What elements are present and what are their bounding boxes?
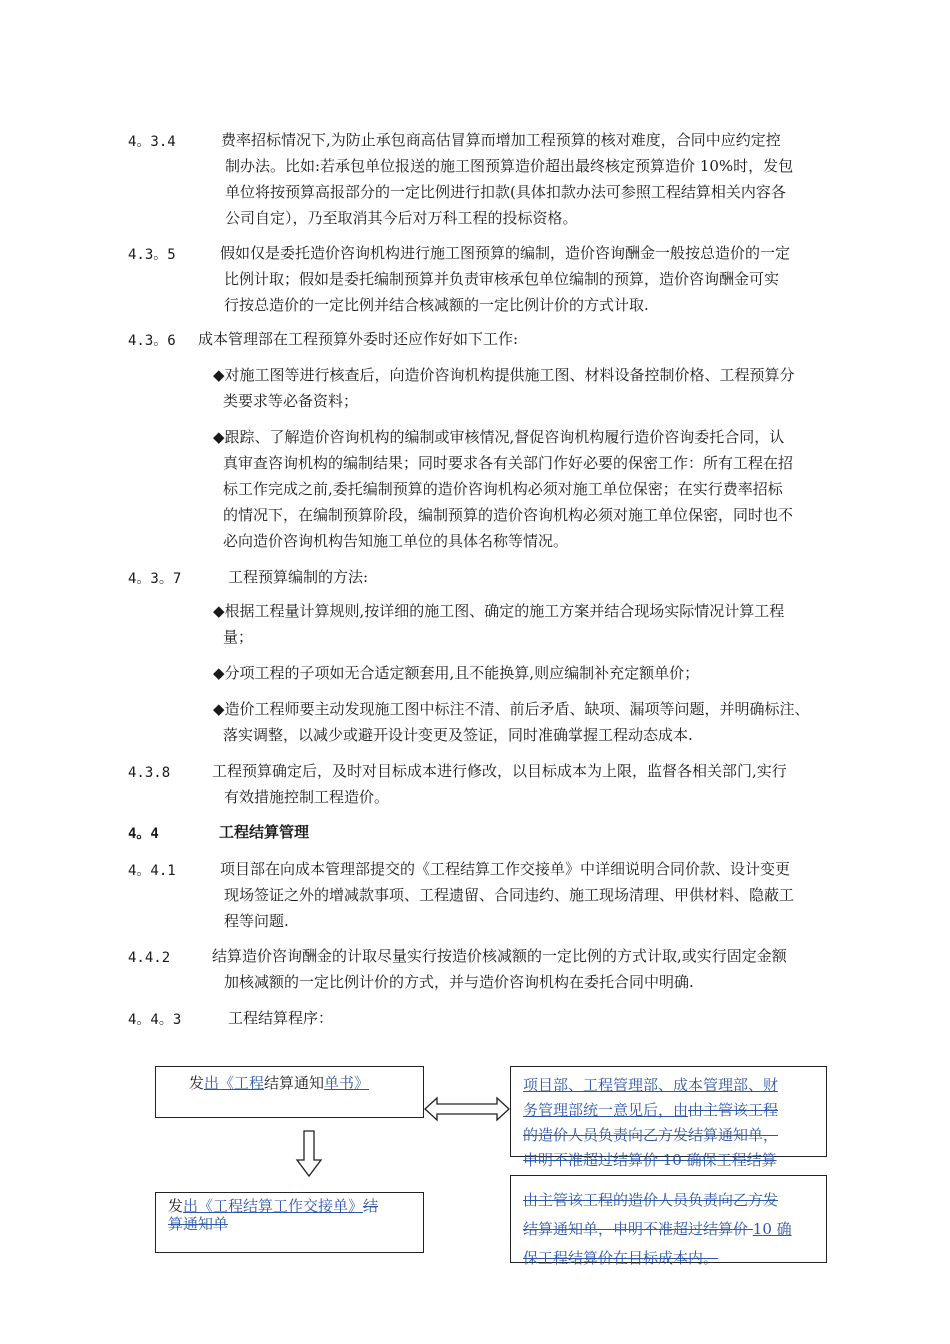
bullet-line: 标工作完成之前,委托编制预算的造价咨询机构必须对施工单位保密；在实行费率招标 [223, 480, 783, 498]
paragraph-line: 单位将按预算高报部分的一定比例进行扣款(具体扣款办法可参照工程结算相关内容各 [225, 183, 786, 201]
bullet-line: 必向造价咨询机构告知施工单位的具体名称等情况。 [223, 532, 569, 550]
section-number: 4。4。3 [128, 1012, 182, 1028]
section-number: 4。4.1 [128, 863, 176, 879]
box-text-link: 单书》 [324, 1074, 370, 1092]
box-text-link: 出《工程 [204, 1074, 265, 1092]
paragraph-line: 制办法。比如:若承包单位报送的施工图预算造价超出最终核定预算造价 10%时，发包 [225, 157, 794, 175]
section-number: 4.3.8 [128, 765, 171, 781]
paragraph-line: 公司自定），乃至取消其今后对万科工程的投标资格。 [225, 209, 578, 227]
bullet-line: 落实调整，以减少或避开设计变更及签证，同时准确掌握工程动态成本. [223, 726, 693, 744]
box-text: 发 [189, 1074, 205, 1092]
paragraph-line: 费率招标情况下,为防止承包商高估冒算而增加工程预算的核对难度，合同中应约定控 [221, 131, 781, 149]
bullet-line: ◆造价工程师要主动发现施工图中标注不清、前后矛盾、缺项、漏项等问题，并明确标注、 [213, 700, 810, 718]
box-text: 结算通知 [264, 1074, 325, 1092]
bullet-item [213, 362, 795, 414]
box-text-strike: 申明不准超过结算价 10 确保工程结算 [523, 1151, 777, 1169]
section-title: 成本管理部在工程预算外委时还应作好如下工作: [198, 330, 519, 348]
bullet-line: ◆分项工程的子项如无合适定额套用,且不能换算,则应编制补充定额单价； [213, 664, 700, 682]
double-arrow-icon [424, 1096, 510, 1122]
box-text-strike: 由主管该工程的造价人员负责向乙方发 [523, 1191, 779, 1209]
box-text-strike: 的造价人员负责向乙方发结算通知单， [523, 1126, 779, 1144]
section-heading: 工程结算管理 [219, 823, 310, 841]
paragraph-line: 行按总造价的一定比例并结合核减额的一定比例计价的方式计取. [224, 296, 649, 314]
flow-box-unified-opinion [510, 1066, 827, 1169]
paragraph-line: 比例计取；假如是委托编制预算并负责审核承包单位编制的预算，造价咨询酬金可实 [224, 270, 780, 288]
box-text-link: 项目部、工程管理部、成本管理部、财 [523, 1076, 779, 1094]
section-number: 4.3。5 [128, 247, 176, 263]
bullet-line: 类要求等必备资料； [223, 392, 359, 410]
bullet-line: ◆跟踪、了解造价咨询机构的编制或审核情况,督促咨询机构履行造价咨询委托合同，认 [213, 428, 785, 446]
section-number: 4.3。6 [128, 333, 176, 349]
flow-box-issue-notice [510, 1175, 827, 1267]
bullet-item [213, 598, 784, 650]
paragraph-line: 加核减额的一定比例计价的方式，并与造价咨询机构在委托合同中明确. [224, 973, 694, 991]
section-number: 4。3。7 [128, 571, 182, 587]
section-number: 4.4.2 [128, 950, 171, 966]
paragraph-line: 程等问题. [224, 912, 289, 930]
bullet-item [213, 424, 793, 554]
bullet-item [213, 660, 699, 686]
bullet-line: 真审查咨询机构的编制结果；同时要求各有关部门作好必要的保密工作：所有工程在招 [223, 454, 794, 472]
flow-box-settlement-notice [155, 1066, 424, 1118]
box-text-strike: 算通知单 [168, 1215, 229, 1233]
bullet-line: ◆根据工程量计算规则,按详细的施工图、确定的施工方案并结合现场实际情况计算工程 [213, 602, 785, 620]
paragraph-line: 有效措施控制工程造价。 [224, 788, 390, 806]
paragraph-line: 现场签证之外的增减款事项、工程遗留、合同违约、施工现场清理、甲供材料、隐蔽工 [224, 886, 795, 904]
paragraph-line: 项目部在向成本管理部提交的《工程结算工作交接单》中详细说明合同价款、设计变更 [220, 860, 791, 878]
paragraph-line: 结算造价咨询酬金的计取尽量实行按造价核减额的一定比例的方式计取,或实行固定金额 [212, 947, 787, 965]
box-text-strike: 结算通知单，申明不准超过结算价 [523, 1220, 753, 1238]
arrow-down-icon [296, 1130, 322, 1178]
flow-box-handover-sheet [155, 1192, 424, 1253]
paragraph-line: 工程预算确定后，及时对目标成本进行修改，以目标成本为上限，监督各相关部门,实行 [212, 762, 787, 780]
box-text-link: 10 确 [752, 1220, 792, 1238]
box-text: 发 [168, 1197, 184, 1215]
box-text-link: 出《工程结算工作交接单》 [183, 1197, 364, 1215]
paragraph-line: 假如仅是委托造价咨询机构进行施工图预算的编制，造价咨询酬金一般按总造价的一定 [220, 244, 791, 262]
bullet-item [213, 696, 810, 748]
section-title: 工程结算程序： [228, 1009, 334, 1027]
box-text-strike: 由主管该工程 [688, 1101, 779, 1119]
section-number: 4。3.4 [128, 134, 176, 150]
bullet-line: 的情况下，在编制预算阶段，编制预算的造价咨询机构必须对施工单位保密，同时也不 [223, 506, 794, 524]
section-title: 工程预算编制的方法: [228, 568, 369, 586]
box-text-link: 务管理部统一意见后，由 [523, 1101, 689, 1119]
section-number: 4。4 [128, 826, 159, 842]
box-text-strike: 保工程结算价在目标成本内。 [523, 1249, 719, 1267]
bullet-line: ◆对施工图等进行核查后，向造价咨询机构提供施工图、材料设备控制价格、工程预算分 [213, 366, 795, 384]
box-text-strike: 结 [363, 1197, 379, 1215]
bullet-line: 量； [223, 628, 254, 646]
